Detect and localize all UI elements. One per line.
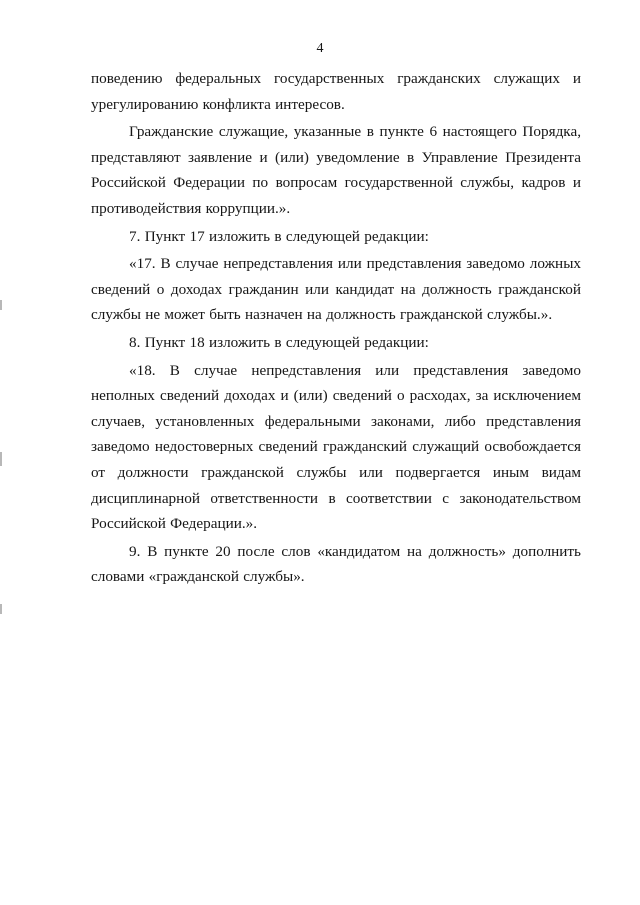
page-number: 4	[316, 41, 324, 56]
scan-edge-mark	[0, 300, 2, 310]
paragraph-item-8: 8. Пункт 18 изложить в следующей редакции:	[129, 333, 429, 351]
paragraph-continuation: поведению федеральных государственных гражданских служащих и урегулированию конфликта интересов.	[91, 70, 581, 113]
paragraph-civil-servants-statement: Гражданские служащие, указанные в пункте 6 настоящего Порядка, представляют заявление и (или) уведомление в Управление Президента Российской Федерации по вопросам государственной службы, кадров и противодействия коррупции.».	[91, 123, 581, 217]
scan-edge-mark	[0, 452, 2, 466]
paragraph-item-7: 7. Пункт 17 изложить в следующей редакции:	[129, 227, 429, 245]
paragraph-clause-17: «17. В случае непредставления или представления заведомо ложных сведений о доходах гражданин или кандидат на должность гражданской службы не может быть назначен на должность гражданской службы.».	[91, 255, 581, 324]
scan-edge-mark	[0, 604, 2, 614]
document-body	[91, 66, 581, 590]
paragraph-clause-18: «18. В случае непредставления или представления заведомо неполных сведений доходах и (или) сведений о расходах, за исключением случаев, установленных федеральными законами, либо представления заведомо недостоверных сведений гражданский служащий освобождается от должности гражданской службы или подвергается иным видам дисциплинарной ответственности в соответствии с законодательством Российской Федерации.».	[91, 361, 581, 533]
paragraph-item-9: 9. В пункте 20 после слов «кандидатом на должность» дополнить словами «гражданской службы».	[91, 542, 581, 586]
